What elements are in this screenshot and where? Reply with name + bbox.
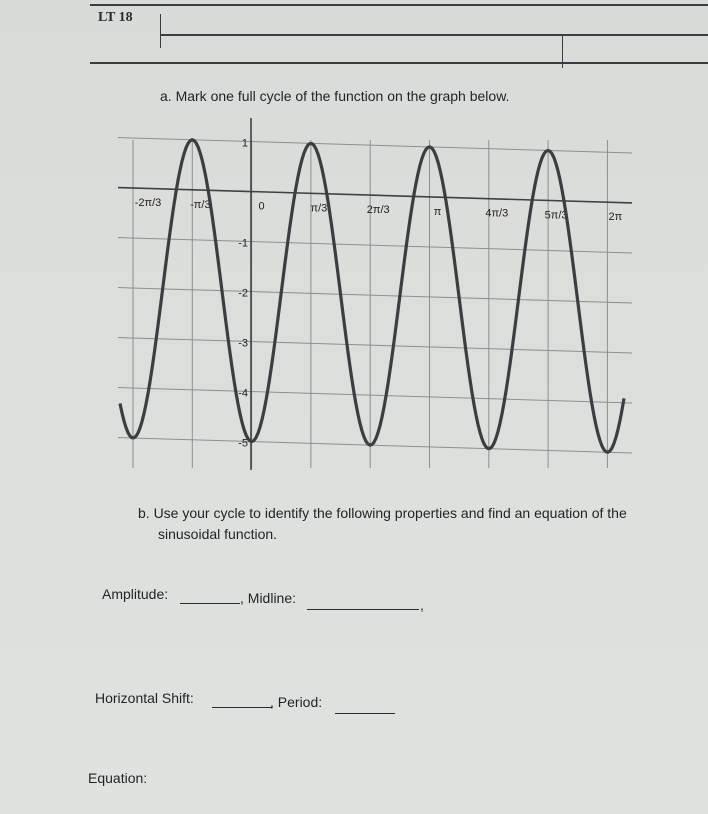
y-tick-label: -2 [238,287,248,300]
horizontal-shift-blank[interactable] [212,707,272,708]
period-blank[interactable] [335,713,395,714]
amplitude-blank[interactable] [180,603,240,604]
y-tick-label: -4 [238,387,248,400]
x-tick-label: 4π/3 [485,207,509,220]
midline-label: , Midline: [240,590,297,606]
y-tick-label: -5 [238,437,248,450]
horizontal-shift-label: Horizontal Shift: [95,690,194,706]
midline-comma: , [420,597,424,613]
part-b-instruction-line2: sinusoidal function. [158,526,278,542]
part-a-instruction: a. Mark one full cycle of the function on the graph below. [160,88,510,104]
worksheet-code: LT 18 [98,10,133,25]
y-tick-label: 1 [241,137,248,150]
x-tick-label: 5π/3 [544,209,568,222]
y-tick-labels [238,137,248,449]
graph-grid [118,138,632,468]
x-tick-label: π/3 [310,202,328,215]
grid-line-h [118,338,632,353]
grid-line-h [118,388,632,403]
y-tick-label: -3 [238,337,248,350]
y-tick-label: -1 [238,237,248,250]
graph-axes [118,118,632,470]
midline-blank[interactable] [307,609,419,610]
amplitude-label: Amplitude: [102,586,169,602]
x-tick-label: -2π/3 [134,197,162,209]
x-tick-label: -π/3 [190,198,211,211]
x-tick-label: 2π/3 [366,204,390,217]
x-tick-label: π [433,205,442,218]
grid-line-h [118,288,632,303]
equation-label[interactable]: Equation: [88,770,148,786]
grid-line-h [118,238,632,253]
part-b-instruction-line1: b. Use your cycle to identify the following properties and find an equation of the [138,505,627,521]
x-tick-label: 2π [608,211,623,224]
x-tick-label: 0 [258,200,265,213]
period-label: , Period: [270,694,323,710]
